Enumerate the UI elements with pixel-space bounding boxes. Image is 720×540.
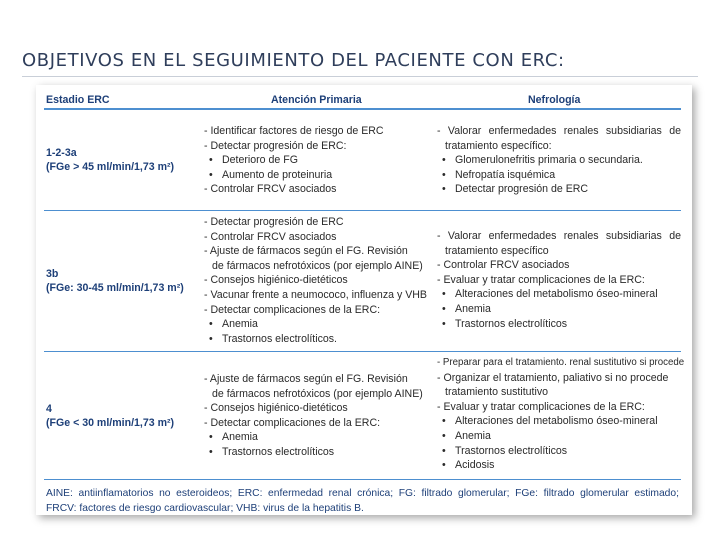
list-item: • Alteraciones del metabolismo óseo-mineral (437, 414, 681, 429)
list-item: • Detectar progresión de ERC (437, 182, 681, 197)
list-item: • Deterioro de FG (204, 153, 436, 168)
stage-cell (46, 146, 174, 174)
stage-cell (46, 267, 184, 295)
stage-range: (FGe: 30-45 ml/min/1,73 m²) (46, 282, 184, 294)
footnote-line: AINE: antiinflamatorios no esteroideos; ERC: enfermedad renal crónica; FG: filtrado glomerular; FGe: filtrado glomerular estimado; (46, 488, 679, 499)
list-item: • Anemia (437, 429, 681, 444)
list-item: • Anemia (204, 317, 436, 332)
header-stage: Estadio ERC (46, 94, 110, 106)
list-item: - Identificar factores de riesgo de ERC (204, 125, 384, 137)
stage-cell (46, 402, 174, 430)
list-item: - Controlar FRCV asociados (204, 230, 337, 243)
title-divider (22, 76, 698, 77)
list-item: • Glomerulonefritis primaria o secundaria. (437, 153, 681, 168)
primary-care-cell (204, 124, 436, 197)
list-item: - Detectar progresión de ERC: (204, 139, 347, 152)
header-nephrology: Nefrología (528, 94, 581, 106)
primary-care-cell (204, 215, 436, 346)
nephrology-cell (437, 124, 681, 197)
table-header-row (44, 91, 681, 110)
list-item: de fármacos nefrotóxicos (por ejemplo AINE) (212, 387, 423, 400)
list-item: - Evaluar y tratar complicaciones de la ERC: (437, 400, 645, 413)
list-item: - Vacunar frente a neumococo, influenza y VHB (204, 288, 427, 301)
footnote-line: FRCV: factores de riesgo cardiovascular; VHB: virus de la hepatitis B. (46, 503, 364, 514)
stage-range: (FGe < 30 ml/min/1,73 m²) (46, 417, 175, 429)
table-row-stage-3b (44, 211, 681, 352)
table-footnote (44, 480, 681, 516)
list-item: - Detectar complicaciones de la ERC: (204, 303, 381, 316)
table-image-frame (36, 85, 692, 515)
stage-label: 3b (46, 268, 59, 280)
list-item: - Consejos higiénico-dietéticos (204, 402, 348, 415)
list-item: tratamiento específico (445, 244, 549, 257)
erc-objectives-table (44, 91, 685, 516)
list-item: • Anemia (437, 302, 681, 317)
list-item: • Trastornos electrolíticos (437, 444, 681, 459)
table-row-stage-1-2-3a (44, 110, 681, 211)
primary-care-cell (204, 372, 436, 460)
slide-title: OBJETIVOS EN EL SEGUIMIENTO DEL PACIENTE CON ERC: (22, 50, 565, 71)
stage-label: 1-2-3a (46, 147, 77, 159)
list-item: - Organizar el tratamiento, paliativo si no procede (437, 371, 669, 384)
list-item: - Valorar enfermedades renales subsidiarias de (437, 125, 681, 137)
nephrology-cell (437, 356, 685, 473)
list-item: tratamiento sustitutivo (445, 386, 549, 399)
list-item: - Controlar FRCV asociados (204, 183, 337, 196)
list-item: - Consejos higiénico-dietéticos (204, 274, 348, 287)
list-item: - Detectar progresión de ERC (204, 216, 344, 228)
list-item: • Aumento de proteinuria (204, 168, 436, 183)
list-item: - Controlar FRCV asociados (437, 259, 570, 272)
list-item: • Trastornos electrolíticos (437, 317, 681, 332)
nephrology-cell (437, 229, 681, 331)
stage-range: (FGe > 45 ml/min/1,73 m²) (46, 161, 175, 173)
list-item: - Valorar enfermedades renales subsidiarias de (437, 230, 681, 242)
list-item: • Alteraciones del metabolismo óseo-mineral (437, 287, 681, 302)
table-row-stage-4 (44, 352, 685, 480)
list-item: tratamiento específico: (445, 139, 552, 152)
list-item: - Ajuste de fármacos según el FG. Revisión (204, 245, 408, 258)
list-item: - Detectar complicaciones de la ERC: (204, 416, 381, 429)
list-item: • Acidosis (437, 458, 681, 473)
list-item: • Trastornos electrolíticos (204, 445, 436, 460)
list-item: • Anemia (204, 430, 436, 445)
list-item: - Evaluar y tratar complicaciones de la ERC: (437, 273, 645, 286)
list-item: - Ajuste de fármacos según el FG. Revisión (204, 373, 408, 385)
list-item: • Trastornos electrolíticos. (204, 332, 436, 347)
list-item: - Preparar para el tratamiento. renal sustitutivo si procede (437, 357, 685, 368)
list-item: • Nefropatía isquémica (437, 168, 681, 183)
stage-label: 4 (46, 403, 52, 415)
list-item: de fármacos nefrotóxicos (por ejemplo AINE) (212, 259, 423, 272)
header-primary-care: Atención Primaria (271, 94, 362, 106)
